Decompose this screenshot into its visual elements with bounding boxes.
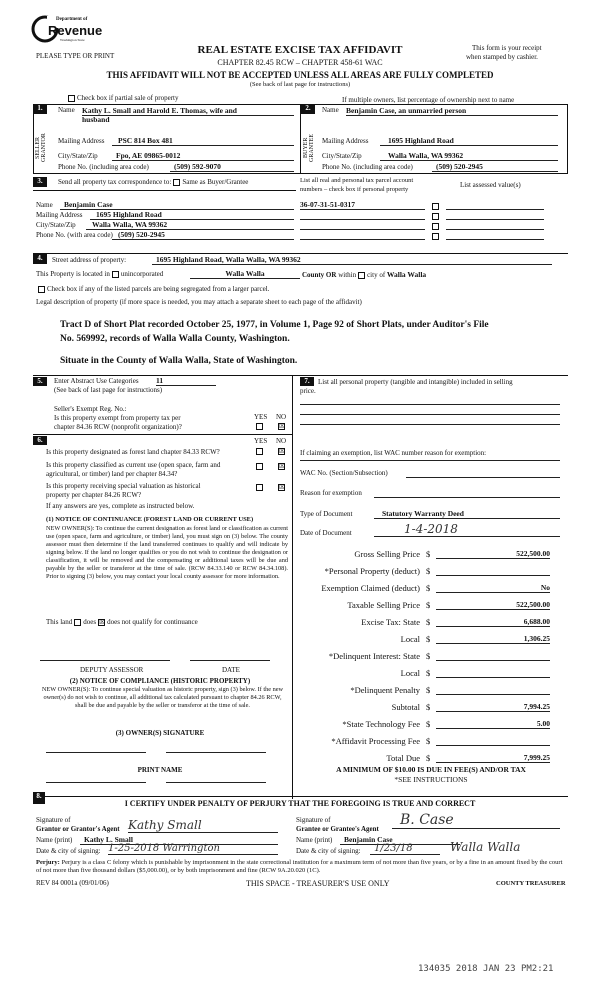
- date-line[interactable]: [190, 660, 270, 661]
- multiple-owners: If multiple owners, list percentage of ownership next to name: [342, 96, 515, 104]
- county-treasurer: COUNTY TREASURER: [496, 880, 566, 887]
- wac-claim-line[interactable]: [300, 460, 560, 461]
- tax-row-label: Exemption Claimed (deduct): [321, 583, 420, 593]
- historic-yes-checkbox[interactable]: [256, 484, 263, 491]
- grantee-date[interactable]: 1/23/18: [370, 843, 440, 855]
- notice2-title: (2) NOTICE OF COMPLIANCE (HISTORIC PROPERTY): [69, 677, 251, 685]
- tax-row-label: Local: [400, 634, 420, 644]
- tax-row-label: *Delinquent Penalty: [350, 685, 420, 695]
- logo-sub: Washington State: [60, 38, 85, 42]
- mid-divider: [292, 375, 293, 799]
- sec8-rule: [33, 796, 568, 797]
- buyer-address[interactable]: 1695 Highland Road: [380, 136, 558, 146]
- tax-row-value[interactable]: 1,306.25: [436, 634, 550, 644]
- personal-line-3[interactable]: [300, 424, 560, 425]
- tax-row-value[interactable]: [436, 651, 550, 661]
- buyer-side-label: BUYER GRANTEE: [303, 134, 315, 162]
- assessed-label: List assessed value(s): [460, 181, 521, 189]
- recording-stamp: 134035 2018 JAN 23 PM2:21: [418, 964, 554, 974]
- partial-label: Check box if partial sale of property: [77, 94, 179, 102]
- partial-checkbox[interactable]: [68, 95, 75, 102]
- grantor-name[interactable]: Kathy L. Small: [80, 835, 278, 845]
- sec6-rule: [33, 434, 292, 435]
- tax-row-label: Taxable Selling Price: [347, 600, 420, 610]
- dor-logo: [30, 14, 110, 54]
- corr-address[interactable]: 1695 Highland Road: [90, 210, 294, 220]
- tax-row-label: *Personal Property (deduct): [324, 566, 420, 576]
- owner-sig-line-1[interactable]: [46, 752, 146, 753]
- tax-row-cur: $: [426, 566, 431, 576]
- parcel-line-4[interactable]: [300, 239, 425, 240]
- tax-row-value[interactable]: [436, 566, 550, 576]
- seller-city[interactable]: Fpo, AE 09865-0012: [112, 151, 294, 161]
- grantee-date-label: Date & city of signing:: [296, 847, 361, 855]
- corr-phone-label: Phone No. (with area code): [36, 231, 113, 239]
- please-type: PLEASE TYPE OR PRINT: [36, 52, 115, 60]
- exempt-reg-label: Seller's Exempt Reg. No.:: [54, 405, 127, 413]
- does-checkbox[interactable]: [74, 619, 81, 626]
- buyer-phone-label: Phone No. (including area code): [322, 163, 413, 171]
- tax-row-value[interactable]: [436, 685, 550, 695]
- print-name-label: PRINT NAME: [137, 766, 183, 774]
- tax-row-label: Total Due: [386, 753, 420, 763]
- tax-row-label: *Affidavit Processing Fee: [331, 736, 420, 746]
- owner-signature-label: (3) OWNER(S) SIGNATURE: [115, 729, 205, 737]
- doc-type-label: Type of Document: [300, 510, 353, 518]
- wac-claim-label: If claiming an exemption, list WAC number reason for exemption:: [300, 449, 487, 457]
- property-street[interactable]: 1695 Highland Road, Walla Walla, WA 99362: [152, 255, 552, 265]
- legal-desc-1: Tract D of Short Plat recorded October 25, 1977, in Volume 1, Page 92 of Short Plats, under Auditor's File: [60, 320, 489, 330]
- grantor-sig-of: Signature of: [36, 816, 71, 824]
- send-correspondence: [58, 178, 248, 186]
- see-back: (See back of last page for instructions): [249, 81, 351, 88]
- grantee-sig-of: Signature of: [296, 816, 331, 824]
- sec6-yes: YES: [254, 437, 268, 445]
- personal-checkbox-2[interactable]: [430, 212, 441, 220]
- minimum-note: A MINIMUM OF $10.00 IS DUE IN FEE(S) AND/OR TAX: [336, 765, 526, 774]
- section-4-num: 4.: [33, 254, 47, 264]
- abstract-see: (See back of last page for instructions): [54, 386, 163, 394]
- buyer-name[interactable]: Benjamin Case, an unmarried person: [346, 106, 558, 116]
- segregated-label: Check box if any of the listed parcels are being segregated from a larger parcel.: [47, 285, 270, 293]
- street-label: Street address of property:: [52, 256, 127, 264]
- tax-row-label: Excise Tax: State: [361, 617, 420, 627]
- tax-row-cur: $: [426, 736, 431, 746]
- personal-list-label-2: price.: [300, 387, 316, 395]
- county-value[interactable]: Walla Walla: [190, 269, 300, 279]
- section-7-num: 7.: [300, 377, 314, 386]
- seller-phone-label: Phone No. (including area code): [58, 163, 149, 171]
- corr-name[interactable]: Benjamin Case: [60, 200, 294, 210]
- tax-row: [298, 650, 560, 667]
- tax-row-cur: $: [426, 549, 431, 559]
- tax-row: [298, 565, 560, 582]
- print-line-2[interactable]: [166, 782, 266, 783]
- sec4-rule: [33, 253, 568, 254]
- buyer-name-label: Name: [322, 106, 339, 114]
- date-label: DATE: [222, 666, 240, 674]
- section-2-num: 2.: [301, 104, 315, 114]
- notice1-body: NEW OWNER(S): To continue the current designation as forest land or classification as current use (open space, farm and agriculture, or timber) land, you must sign on (3) below. The county assessor must then determine if the land transferred continues to qualify and will indicate by signing below. If the land no longer qualifies or you do not wish to continue the designation or classification, it will be removed and the compensating or additional taxes will be due and payable by the seller or transferor at the time of sale. (RCW 84.33.140 or RCW 84.34.108). Prior to signing (3) below, you may contact your local county assessor for more information.: [46, 525, 288, 580]
- tax-row-value[interactable]: 522,500.00: [436, 549, 550, 559]
- grantee-label: Grantee or Grantee's Agent: [296, 825, 379, 833]
- tax-row-label: Subtotal: [391, 702, 420, 712]
- seller-city-label: City/State/Zip: [58, 152, 98, 160]
- grantor-name-label: Name (print): [36, 836, 73, 844]
- abstract-label: Enter Abstract Use Categories: [54, 377, 139, 385]
- send-label: Send all property tax correspondence to:: [58, 178, 172, 186]
- answers-note: If any answers are yes, complete as instructed below.: [46, 502, 195, 510]
- doc-date-label: Date of Document: [300, 529, 352, 537]
- tax-row-label: *Delinquent Interest: State: [328, 651, 420, 661]
- tax-row-value[interactable]: 522,500.00: [436, 600, 550, 610]
- located-label: This Property is located in: [36, 270, 110, 278]
- sec5-yes: YES: [254, 413, 268, 421]
- sec3-rule: [33, 190, 296, 191]
- parcel-line-2[interactable]: [300, 219, 425, 220]
- tax-row: [298, 701, 560, 718]
- seller-address[interactable]: PSC 814 Box 481: [112, 136, 294, 146]
- tax-row-value[interactable]: 7,994.25: [436, 702, 550, 712]
- receipt-2: when stamped by cashier.: [466, 53, 538, 61]
- legal-desc-3: Situate in the County of Walla Walla, State of Washington.: [60, 356, 298, 366]
- perjury-label: Perjury:: [36, 859, 60, 866]
- located-in: [36, 270, 163, 278]
- warning-line: THIS AFFIDAVIT WILL NOT BE ACCEPTED UNLESS ALL AREAS ARE FULLY COMPLETED: [106, 70, 494, 80]
- tax-row-label: Gross Selling Price: [354, 549, 420, 559]
- tax-row-value[interactable]: 6,688.00: [436, 617, 550, 627]
- tax-row: [298, 633, 560, 650]
- receipt-1: This form is your receipt: [472, 44, 542, 52]
- section-5-num: 5.: [33, 377, 47, 386]
- wac-no-label: WAC No. (Section/Subsection): [300, 469, 388, 477]
- tax-row: [298, 735, 560, 752]
- corr-city[interactable]: Walla Walla, WA 99362: [86, 220, 294, 230]
- seller-side-label: SELLER GRANTOR: [35, 133, 47, 163]
- assessed-line-3[interactable]: [446, 229, 544, 230]
- grantor-date-label: Date & city of signing:: [36, 847, 101, 855]
- personal-line-1[interactable]: [300, 404, 560, 405]
- does-not-checkbox[interactable]: ☒: [99, 617, 106, 626]
- forest-no-checkbox[interactable]: ☒: [279, 447, 286, 455]
- tax-row-label: *State Technology Fee: [342, 719, 420, 729]
- legal-desc-2: No. 569992, records of Walla Walla County, Washington.: [60, 334, 290, 344]
- city-checkbox[interactable]: [358, 272, 365, 279]
- divider: [300, 104, 301, 174]
- reason-line[interactable]: [374, 497, 560, 498]
- exempt-yes-checkbox[interactable]: [256, 423, 263, 430]
- tax-row-cur: $: [426, 719, 431, 729]
- section-8-num: 8.: [33, 792, 45, 804]
- grantee-name[interactable]: Benjamin Case: [340, 835, 460, 845]
- tax-row: [298, 616, 560, 633]
- grantor-signature[interactable]: Kathy Small: [128, 818, 278, 833]
- buyer-city[interactable]: Walla Walla, WA 99362: [380, 151, 558, 161]
- deputy-line[interactable]: [40, 660, 170, 661]
- corr-addr-label: Mailing Address: [36, 211, 83, 219]
- grantee-signature[interactable]: B. Case: [392, 812, 560, 829]
- tax-row-value[interactable]: [436, 736, 550, 746]
- this-land: This land does ☒ does not qualify for continuance: [46, 617, 198, 626]
- seller-name-label: Name: [58, 106, 75, 114]
- dept-line: Department of: [56, 17, 88, 22]
- same-as-buyer-checkbox[interactable]: [173, 179, 180, 186]
- doc-type[interactable]: Statutory Warranty Deed: [374, 509, 560, 519]
- deputy-label: DEPUTY ASSESSOR: [80, 666, 144, 674]
- tax-row-value[interactable]: [436, 668, 550, 678]
- tax-row-cur: $: [426, 702, 431, 712]
- personal-list-label-1: List all personal property (tangible and intangible) included in selling: [318, 378, 513, 386]
- exempt-q1: Is this property exempt from property tax per: [54, 414, 181, 422]
- tax-row: [298, 667, 560, 684]
- tax-row-cur: $: [426, 634, 431, 644]
- personal-line-2[interactable]: [300, 414, 560, 415]
- tax-row-value[interactable]: 7,999.25: [436, 753, 550, 763]
- notice1-title: (1) NOTICE OF CONTINUANCE (FOREST LAND OR CURRENT USE): [46, 516, 254, 523]
- corr-city-label: City/State/Zip: [36, 221, 76, 229]
- section-6-num: 6.: [33, 436, 47, 445]
- tax-row-cur: $: [426, 668, 431, 678]
- sec6-no: NO: [276, 437, 287, 445]
- form-title: REAL ESTATE EXCISE TAX AFFIDAVIT: [197, 44, 403, 56]
- grantor-date-city[interactable]: 1-25-2018 Warrington: [108, 843, 278, 855]
- chapter-line: CHAPTER 82.45 RCW – CHAPTER 458-61 WAC: [217, 58, 383, 67]
- tax-row: [298, 718, 560, 735]
- q-historic-2: property per chapter 84.26 RCW?: [46, 491, 142, 499]
- unincorporated-checkbox[interactable]: [112, 271, 119, 278]
- seller-addr-label: Mailing Address: [58, 137, 105, 145]
- tax-row-cur: $: [426, 583, 431, 593]
- grantee-name-label: Name (print): [296, 836, 333, 844]
- print-line-1[interactable]: [46, 782, 146, 783]
- segregated-checkbox[interactable]: [38, 286, 45, 293]
- assessed-line-1[interactable]: [446, 209, 544, 210]
- exempt-q2: chapter 84.36 RCW (nonprofit organization)?: [54, 423, 182, 431]
- tax-row-cur: $: [426, 651, 431, 661]
- segregated: [36, 285, 269, 293]
- perjury-note: [36, 859, 564, 875]
- q-current-use-2: agricultural, or timber) land per chapter 84.34?: [46, 470, 178, 478]
- rev-number: REV 84 0001a (09/01/06): [36, 879, 109, 887]
- logo-text: Revenue: [48, 23, 103, 38]
- assessed-line-4[interactable]: [446, 239, 544, 240]
- tax-row: [298, 582, 560, 599]
- seller-name-2: husband: [82, 115, 110, 124]
- legal-label: Legal description of property (if more space is needed, you may attach a separate sheet to each page of the affidavit): [36, 298, 362, 306]
- assessed-line-2[interactable]: [446, 219, 544, 220]
- current-use-no-checkbox[interactable]: ☒: [279, 462, 286, 470]
- parcel-number[interactable]: 36-07-31-51-0317: [300, 200, 425, 210]
- current-use-yes-checkbox[interactable]: [256, 463, 263, 470]
- section-1-num: 1.: [33, 104, 47, 114]
- partial-sale[interactable]: [66, 94, 178, 102]
- seller-name[interactable]: Kathy L. Small and Harold E. Thomas, wife and: [82, 106, 294, 116]
- section-3-num: 3.: [33, 177, 47, 187]
- parcel-list-label-2: numbers – check box if personal property: [300, 186, 409, 193]
- notice2-body: NEW OWNER(S): To continue special valuation as historic property, sign (3) below. If the new owner(s) do not wish to continue, all additional tax calculated pursuant to chapter 84.26 RCW, shall be due and payable by the seller or transferor at the time of sale.: [41, 686, 284, 709]
- county-or: County OR within city of Walla Walla: [302, 270, 427, 279]
- doc-date[interactable]: 1-4-2018: [374, 522, 560, 537]
- sec5-rule: [33, 375, 568, 376]
- personal-checkbox-3[interactable]: [430, 222, 441, 230]
- reason-label: Reason for exemption: [300, 489, 362, 497]
- seller-phone[interactable]: (509) 592-9070: [170, 162, 294, 172]
- tax-row-label: Local: [400, 668, 420, 678]
- exempt-no-checkbox[interactable]: ☒: [279, 422, 286, 430]
- grantor-label: Grantor or Grantor's Agent: [36, 825, 120, 833]
- tax-row-cur: $: [426, 685, 431, 695]
- tax-row-cur: $: [426, 617, 431, 627]
- tax-row-cur: $: [426, 600, 431, 610]
- certify-line: I CERTIFY UNDER PENALTY OF PERJURY THAT THE FOREGOING IS TRUE AND CORRECT: [124, 799, 476, 808]
- tax-row-value[interactable]: 5.00: [436, 719, 550, 729]
- grantee-city[interactable]: Walla Walla: [450, 840, 521, 854]
- q-forest: Is this property designated as forest land chapter 84.33 RCW?: [46, 448, 220, 456]
- buyer-phone[interactable]: (509) 520-2945: [432, 162, 558, 172]
- historic-no-checkbox[interactable]: ☒: [279, 483, 286, 491]
- tax-row: [298, 684, 560, 701]
- perjury-text: Perjury is a class C felony which is punishable by imprisonment in the state correctional institution for a maximum term of not more than five years, or by a fine in an amount fixed by the court of not more than five thousand dollars ($5,000.00), or by both imprisonment and fine (RCW 9A.20.020 (1C).: [36, 859, 563, 874]
- tax-row: [298, 599, 560, 616]
- see-instructions: *SEE INSTRUCTIONS: [394, 775, 468, 784]
- tax-row-cur: $: [426, 753, 431, 763]
- wac-no-line[interactable]: [406, 477, 560, 478]
- tax-row: [298, 548, 560, 565]
- q-current-use-1: Is this property classified as current use (open space, farm and: [46, 461, 221, 469]
- forest-yes-checkbox[interactable]: [256, 448, 263, 455]
- city-value[interactable]: Walla Walla: [386, 270, 427, 279]
- owner-sig-line-2[interactable]: [166, 752, 266, 753]
- tax-row-value[interactable]: No: [436, 583, 550, 593]
- parcel-line-3[interactable]: [300, 229, 425, 230]
- buyer-addr-label: Mailing Address: [322, 137, 369, 145]
- corr-name-label: Name: [36, 201, 53, 209]
- buyer-city-label: City/State/Zip: [322, 152, 362, 160]
- personal-checkbox-1[interactable]: [430, 202, 441, 210]
- treasurer-space: THIS SPACE - TREASURER'S USE ONLY: [246, 879, 390, 888]
- abstract-value[interactable]: 11: [156, 376, 216, 386]
- sec5-no: NO: [276, 413, 287, 421]
- unincorporated-label: unincorporated: [120, 270, 164, 278]
- same-label: Same as Buyer/Grantee: [182, 178, 249, 186]
- parcel-list-label-1: List all real and personal tax parcel account: [300, 177, 414, 184]
- q-historic-1: Is this property receiving special valuation as historical: [46, 482, 201, 490]
- personal-checkbox-4[interactable]: [430, 232, 441, 240]
- corr-phone[interactable]: (509) 520-2945: [112, 230, 294, 240]
